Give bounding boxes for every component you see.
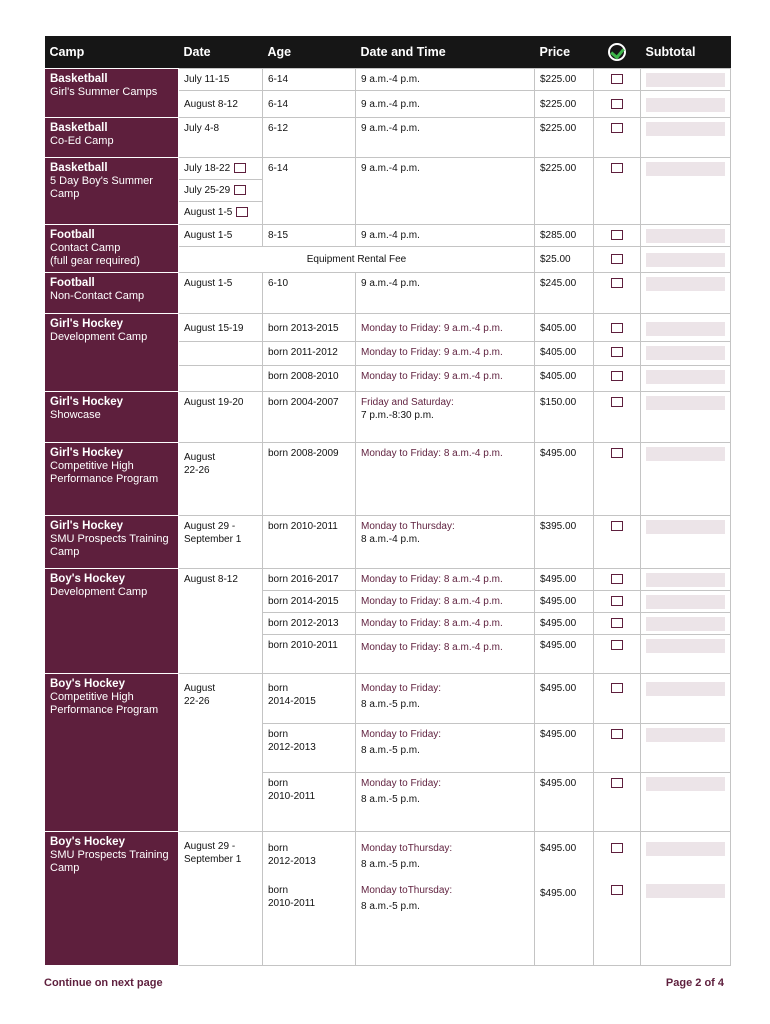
price-cell: $495.00: [535, 880, 594, 966]
subtotal-cell: [641, 516, 731, 569]
price-cell: $495.00: [535, 613, 594, 635]
camp-note: (full gear required): [50, 255, 140, 267]
age-cell: born 2008-2010: [263, 366, 356, 392]
table-row: [45, 118, 731, 158]
subtotal-cell: [641, 247, 731, 273]
header-date-and-time: Date and Time: [356, 36, 535, 69]
time-cell: [356, 516, 535, 569]
time-days: Monday toThursday:: [361, 884, 453, 896]
price-cell: $285.00: [535, 225, 594, 247]
age-years: 2010-2011: [268, 791, 316, 802]
time-cell: [356, 392, 535, 443]
select-checkbox[interactable]: [611, 99, 623, 109]
subtotal-cell: [641, 273, 731, 314]
select-checkbox[interactable]: [611, 278, 623, 288]
time-days: Friday and Saturday:: [361, 397, 454, 408]
select-checkbox[interactable]: [611, 254, 623, 264]
camp-boys-hockey-development: [45, 569, 179, 674]
select-cell: [594, 591, 641, 613]
table-row: [45, 832, 731, 880]
date-days: 22-26: [184, 696, 210, 707]
select-cell: [594, 724, 641, 773]
camp-boys-hockey-smu: [45, 832, 179, 966]
age-cell: [263, 724, 356, 773]
date-cell: August 8-12: [179, 569, 263, 674]
age-prefix: born: [268, 683, 289, 694]
camp-name: Football: [50, 229, 95, 241]
time-cell: [356, 724, 535, 773]
select-cell: [594, 635, 641, 674]
subtotal-field[interactable]: [646, 162, 725, 176]
time-hours: 8 a.m.-5 p.m.: [361, 745, 420, 756]
subtotal-cell: [641, 91, 731, 118]
select-cell: [594, 569, 641, 591]
age-cell: 6-12: [263, 118, 356, 158]
select-checkbox[interactable]: [611, 574, 623, 584]
time-cell: Monday to Friday: 9 a.m.-4 p.m.: [356, 342, 535, 366]
select-cell: [594, 247, 641, 273]
subtotal-cell: [641, 342, 731, 366]
subtotal-field[interactable]: [646, 617, 725, 631]
camp-description: Development Camp: [50, 586, 148, 598]
subtotal-cell: [641, 591, 731, 613]
subtotal-field[interactable]: [646, 639, 725, 653]
age-cell: 8-15: [263, 225, 356, 247]
price-cell: $245.00: [535, 273, 594, 314]
subtotal-cell: [641, 773, 731, 832]
time-cell: [356, 773, 535, 832]
header-select: [594, 36, 641, 69]
time-hours: 7 p.m.-8:30 p.m.: [361, 410, 434, 421]
header-age: Age: [263, 36, 356, 69]
price-cell: $225.00: [535, 91, 594, 118]
select-cell: [594, 443, 641, 516]
select-cell: [594, 342, 641, 366]
select-checkbox[interactable]: [611, 397, 623, 407]
time-hours: 8 a.m.-4 p.m.: [361, 534, 420, 545]
time-cell: 9 a.m.-4 p.m.: [356, 118, 535, 158]
price-cell: $405.00: [535, 314, 594, 342]
subtotal-field[interactable]: [646, 98, 725, 112]
price-cell: $150.00: [535, 392, 594, 443]
select-cell: [594, 314, 641, 342]
subtotal-cell: [641, 366, 731, 392]
select-cell: [594, 225, 641, 247]
subtotal-field[interactable]: [646, 520, 725, 534]
age-prefix: born: [268, 884, 289, 896]
time-cell: Monday to Friday: 9 a.m.-4 p.m.: [356, 366, 535, 392]
camp-description: 5 Day Boy's Summer Camp: [50, 175, 153, 200]
date-cell: [179, 832, 263, 966]
subtotal-field[interactable]: [646, 728, 725, 742]
camp-description: Co-Ed Camp: [50, 135, 114, 147]
select-cell: [594, 773, 641, 832]
age-cell: 6-14: [263, 91, 356, 118]
select-checkbox[interactable]: [611, 843, 623, 853]
table-row: [45, 674, 731, 724]
price-cell: $495.00: [535, 674, 594, 724]
header-subtotal: Subtotal: [641, 36, 731, 69]
camp-name: Basketball: [50, 122, 108, 134]
subtotal-field[interactable]: [646, 346, 725, 360]
subtotal-field[interactable]: [646, 842, 725, 856]
date-cell: [179, 202, 263, 225]
camp-name: Football: [50, 277, 95, 289]
camp-description: Competitive High Performance Program: [50, 691, 159, 716]
subtotal-cell: [641, 635, 731, 674]
subtotal-cell: [641, 443, 731, 516]
camp-name: Boy's Hockey: [50, 573, 125, 585]
age-cell: [263, 773, 356, 832]
subtotal-field[interactable]: [646, 229, 725, 243]
subtotal-field[interactable]: [646, 595, 725, 609]
camp-girls-hockey-development: [45, 314, 179, 392]
age-cell: [263, 880, 356, 966]
camp-name: Boy's Hockey: [50, 678, 125, 690]
time-cell: 9 a.m.-4 p.m.: [356, 273, 535, 314]
subtotal-cell: [641, 724, 731, 773]
select-checkbox[interactable]: [611, 778, 623, 788]
select-cell: [594, 91, 641, 118]
time-cell: Monday to Friday: 8 a.m.-4 p.m.: [356, 635, 535, 674]
table-row: [45, 569, 731, 591]
age-cell: born 2011-2012: [263, 342, 356, 366]
select-checkbox[interactable]: [611, 885, 623, 895]
camp-name: Girl's Hockey: [50, 318, 124, 330]
camp-name: Girl's Hockey: [50, 520, 124, 532]
table-row: [45, 69, 731, 91]
camp-description: SMU Prospects Training Camp: [50, 533, 169, 558]
date-cell: [179, 443, 263, 516]
time-days: Monday to Thursday:: [361, 521, 455, 532]
date-checkbox[interactable]: [236, 207, 248, 217]
subtotal-field[interactable]: [646, 253, 725, 267]
time-days: Monday to Friday:: [361, 729, 442, 740]
camp-basketball-girls: [45, 69, 179, 118]
date-cell: August 1-5: [179, 225, 263, 247]
age-cell: born 2012-2013: [263, 613, 356, 635]
camp-basketball-boys: [45, 158, 179, 225]
date-cell: August 8-12: [179, 91, 263, 118]
table-row: [45, 273, 731, 314]
camp-girls-hockey-showcase: [45, 392, 179, 443]
subtotal-cell: [641, 69, 731, 91]
date-end: September 1: [184, 854, 242, 865]
header-camp: Camp: [45, 36, 179, 69]
time-cell: [356, 880, 535, 966]
time-hours: 8 a.m.-5 p.m.: [361, 699, 420, 710]
subtotal-cell: [641, 613, 731, 635]
select-cell: [594, 516, 641, 569]
time-cell: Monday to Friday: 8 a.m.-4 p.m.: [356, 443, 535, 516]
camp-name: Girl's Hockey: [50, 447, 124, 459]
date-cell: August 1-5: [179, 273, 263, 314]
camp-name: Boy's Hockey: [50, 836, 125, 848]
price-cell: $495.00: [535, 724, 594, 773]
subtotal-field[interactable]: [646, 73, 725, 87]
time-cell: Monday to Friday: 8 a.m.-4 p.m.: [356, 613, 535, 635]
time-cell: 9 a.m.-4 p.m.: [356, 69, 535, 91]
subtotal-cell: [641, 880, 731, 966]
subtotal-field[interactable]: [646, 884, 725, 898]
select-cell: [594, 880, 641, 966]
time-hours: 8 a.m.-5 p.m.: [361, 900, 420, 912]
date-cell: [179, 180, 263, 202]
select-checkbox[interactable]: [611, 618, 623, 628]
select-checkbox[interactable]: [611, 448, 623, 458]
subtotal-field[interactable]: [646, 447, 725, 461]
date-cell: August 19-20: [179, 392, 263, 443]
time-cell: Monday to Friday: 8 a.m.-4 p.m.: [356, 569, 535, 591]
price-cell: $25.00: [535, 247, 594, 273]
age-cell: 6-14: [263, 158, 356, 225]
age-years: 2014-2015: [268, 696, 316, 707]
camp-description: Showcase: [50, 409, 101, 421]
date-cell: [179, 366, 263, 392]
select-checkbox[interactable]: [611, 596, 623, 606]
continue-note: Continue on next page: [44, 977, 163, 989]
price-cell: $495.00: [535, 773, 594, 832]
time-cell: 9 a.m.-4 p.m.: [356, 225, 535, 247]
age-prefix: born: [268, 778, 289, 789]
select-cell: [594, 832, 641, 880]
date-cell: [179, 158, 263, 180]
header-price: Price: [535, 36, 594, 69]
price-cell: $495.00: [535, 635, 594, 674]
select-cell: [594, 613, 641, 635]
camp-description: Contact Camp: [50, 242, 121, 254]
date-label: July 18-22: [184, 163, 231, 174]
subtotal-cell: [641, 392, 731, 443]
date-month: August: [184, 683, 216, 694]
camp-boys-hockey-competitive: [45, 674, 179, 832]
date-start: August 29 -: [184, 841, 236, 852]
camp-description: SMU Prospects Training Camp: [50, 849, 169, 874]
subtotal-field[interactable]: [646, 682, 725, 696]
date-cell: [179, 516, 263, 569]
time-cell: Monday to Friday: 8 a.m.-4 p.m.: [356, 591, 535, 613]
camp-girls-hockey-smu: [45, 516, 179, 569]
table-row: [45, 443, 731, 516]
age-cell: [263, 674, 356, 724]
camp-registration-table: [44, 36, 731, 966]
time-cell: Monday to Friday: 9 a.m.-4 p.m.: [356, 314, 535, 342]
age-cell: born 2014-2015: [263, 591, 356, 613]
select-cell: [594, 69, 641, 91]
select-checkbox[interactable]: [611, 323, 623, 333]
camp-football-contact: [45, 225, 179, 273]
date-cell: [179, 674, 263, 832]
select-cell: [594, 158, 641, 225]
camp-name: Basketball: [50, 73, 108, 85]
subtotal-field[interactable]: [646, 322, 725, 336]
table-row: [45, 158, 731, 180]
date-month: August: [184, 452, 216, 463]
age-prefix: born: [268, 729, 289, 740]
select-checkbox[interactable]: [611, 521, 623, 531]
table-row: [45, 225, 731, 247]
date-start: August 29 -: [184, 521, 236, 532]
table-header-row: [45, 36, 731, 69]
price-cell: $495.00: [535, 569, 594, 591]
price-cell: $225.00: [535, 118, 594, 158]
subtotal-field[interactable]: [646, 573, 725, 587]
select-checkbox[interactable]: [611, 163, 623, 173]
age-cell: born 2016-2017: [263, 569, 356, 591]
select-checkbox[interactable]: [611, 230, 623, 240]
select-cell: [594, 674, 641, 724]
subtotal-cell: [641, 158, 731, 225]
select-cell: [594, 273, 641, 314]
equipment-fee-label: Equipment Rental Fee: [179, 247, 535, 273]
time-cell: 9 a.m.-4 p.m.: [356, 91, 535, 118]
date-cell: August 15-19: [179, 314, 263, 342]
time-cell: [356, 674, 535, 724]
date-end: September 1: [184, 534, 242, 545]
date-label: July 25-29: [184, 185, 231, 196]
price-cell: $495.00: [535, 591, 594, 613]
age-cell: 6-10: [263, 273, 356, 314]
subtotal-cell: [641, 569, 731, 591]
time-hours: 8 a.m.-5 p.m.: [361, 794, 420, 805]
time-cell: 9 a.m.-4 p.m.: [356, 158, 535, 225]
age-years: 2012-2013: [268, 742, 316, 753]
subtotal-field[interactable]: [646, 370, 725, 384]
date-checkbox[interactable]: [234, 185, 246, 195]
price-cell: $395.00: [535, 516, 594, 569]
age-years: 2012-2013: [268, 856, 316, 867]
camp-name: Girl's Hockey: [50, 396, 124, 408]
select-checkbox[interactable]: [611, 74, 623, 84]
select-checkbox[interactable]: [611, 123, 623, 133]
select-checkbox[interactable]: [611, 347, 623, 357]
subtotal-field[interactable]: [646, 777, 725, 791]
subtotal-cell: [641, 225, 731, 247]
page-number: Page 2 of 4: [665, 977, 724, 989]
subtotal-field[interactable]: [646, 396, 725, 410]
price-cell: $405.00: [535, 366, 594, 392]
time-days: Monday to Friday:: [361, 778, 442, 789]
camp-name: Basketball: [50, 162, 108, 174]
camp-basketball-coed: [45, 118, 179, 158]
price-cell: $495.00: [535, 443, 594, 516]
camp-description: Development Camp: [50, 331, 148, 343]
subtotal-field[interactable]: [646, 277, 725, 291]
price-cell: $225.00: [535, 69, 594, 91]
time-days: Monday toThursday:: [361, 843, 453, 854]
select-checkbox[interactable]: [611, 729, 623, 739]
price-cell: $405.00: [535, 342, 594, 366]
time-days: Monday to Friday:: [361, 683, 442, 694]
table-row: [45, 516, 731, 569]
age-years: 2010-2011: [268, 897, 316, 909]
date-cell: [179, 342, 263, 366]
price-cell: $225.00: [535, 158, 594, 225]
subtotal-cell: [641, 674, 731, 724]
select-checkbox[interactable]: [611, 371, 623, 381]
select-checkbox[interactable]: [611, 683, 623, 693]
time-hours: 8 a.m.-5 p.m.: [361, 859, 420, 870]
table-row: [45, 392, 731, 443]
date-days: 22-26: [184, 465, 210, 476]
age-prefix: born: [268, 843, 289, 854]
camp-description: Girl's Summer Camps: [50, 86, 158, 98]
age-cell: [263, 832, 356, 880]
subtotal-field[interactable]: [646, 122, 725, 136]
camp-description: Non-Contact Camp: [50, 290, 145, 302]
age-cell: born 2008-2009: [263, 443, 356, 516]
camp-football-noncontact: [45, 273, 179, 314]
age-cell: born 2004-2007: [263, 392, 356, 443]
price-cell: $495.00: [535, 832, 594, 880]
header-date: Date: [179, 36, 263, 69]
date-label: August 1-5: [184, 207, 233, 218]
age-cell: born 2010-2011: [263, 635, 356, 674]
age-cell: 6-14: [263, 69, 356, 91]
subtotal-cell: [641, 118, 731, 158]
date-cell: July 4-8: [179, 118, 263, 158]
select-cell: [594, 366, 641, 392]
camp-girls-hockey-competitive: [45, 443, 179, 516]
subtotal-cell: [641, 314, 731, 342]
age-cell: born 2013-2015: [263, 314, 356, 342]
select-cell: [594, 118, 641, 158]
age-cell: born 2010-2011: [263, 516, 356, 569]
select-checkbox[interactable]: [611, 640, 623, 650]
date-cell: July 11-15: [179, 69, 263, 91]
camp-description: Competitive High Performance Program: [50, 460, 159, 485]
table-row: [45, 314, 731, 342]
select-cell: [594, 392, 641, 443]
checkmark-icon: [608, 43, 626, 61]
date-checkbox[interactable]: [234, 163, 246, 173]
subtotal-cell: [641, 832, 731, 880]
time-cell: [356, 832, 535, 880]
